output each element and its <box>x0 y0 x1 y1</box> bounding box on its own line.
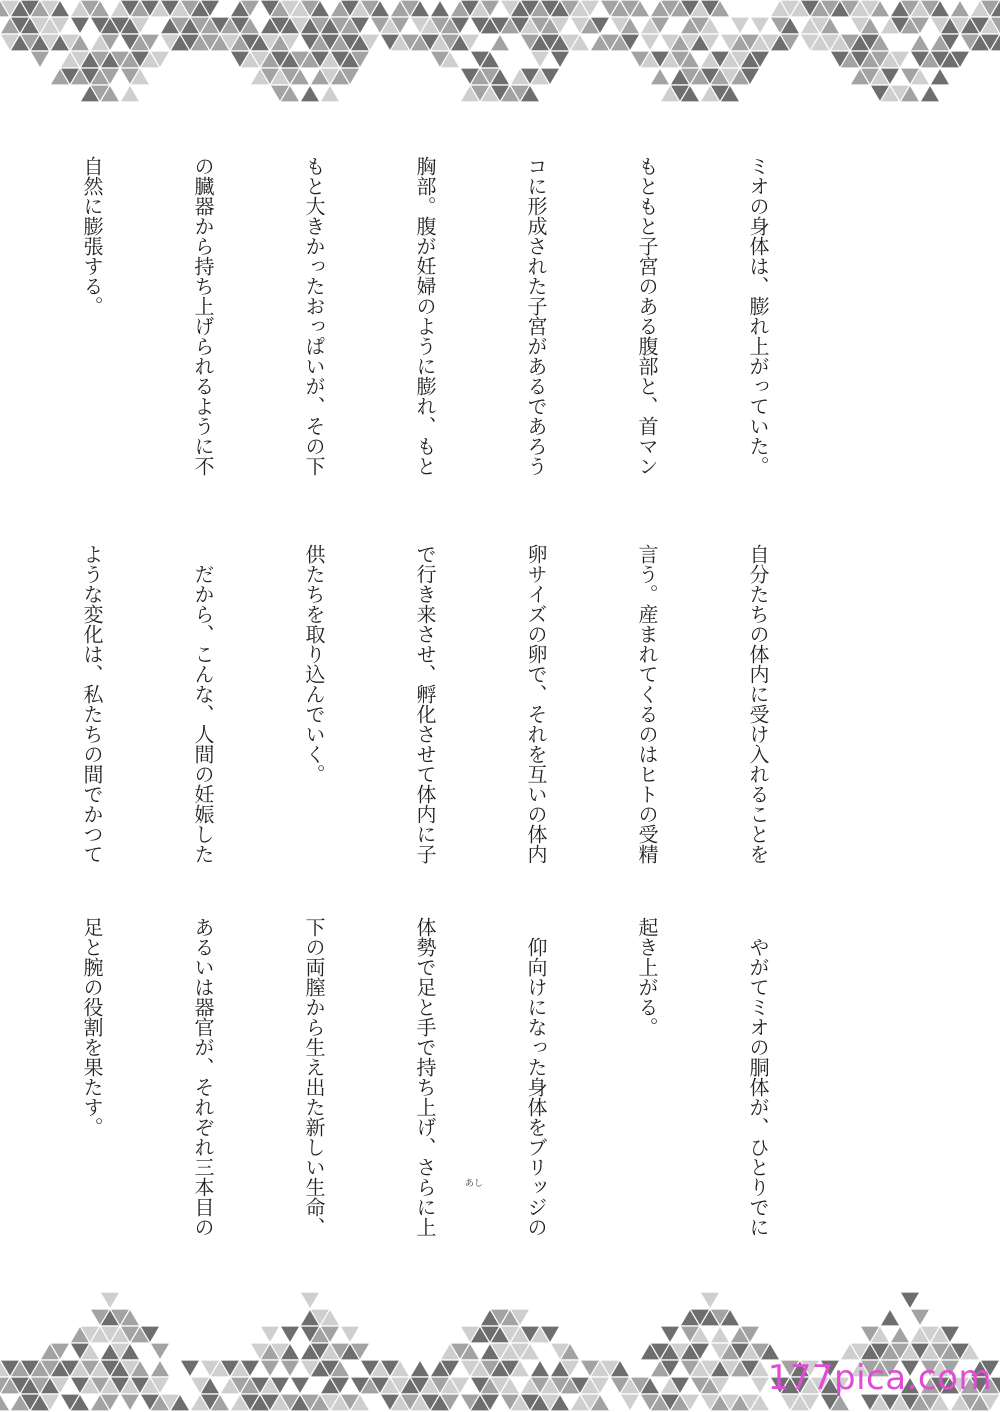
pattern-triangle <box>920 85 940 102</box>
pattern-triangle <box>910 1309 930 1326</box>
text-line: 胸部。腹が妊婦のように膨れ、もと <box>413 156 437 476</box>
pattern-triangle <box>280 1360 300 1377</box>
pattern-triangle <box>700 1292 720 1309</box>
pattern-triangle <box>910 34 930 51</box>
pattern-triangle <box>530 1360 550 1377</box>
pattern-triangle <box>120 1394 140 1411</box>
pattern-triangle <box>930 68 950 85</box>
pattern-triangle <box>300 1292 320 1309</box>
pattern-triangle <box>150 1360 170 1377</box>
text-line: 体勢で足と手で持ち上げ、さらに上 <box>413 917 437 1237</box>
pattern-triangle <box>490 34 510 51</box>
pattern-triangle <box>100 1292 120 1309</box>
pattern-triangle <box>260 1326 280 1343</box>
pattern-triangle <box>180 1360 200 1377</box>
pattern-triangle <box>300 85 320 102</box>
text-line: 自然に膨張する。 <box>80 156 104 316</box>
text-line: やがてミオの胴体が、ひとりでに <box>746 917 770 1237</box>
text-line: あるいは器官が、それぞれ三本目の <box>191 917 215 1237</box>
text-line: 言う。産まれてくるのはヒトの受精 <box>635 544 659 864</box>
text-line: 起き上がる。 <box>635 917 659 1037</box>
pattern-triangle <box>320 85 340 102</box>
pattern-triangle <box>880 1309 900 1326</box>
text-line: ような変化は、私たちの間でかつて <box>80 544 104 864</box>
pattern-triangle <box>120 85 140 102</box>
text-block-bottom <box>80 917 850 1265</box>
text-line: もと大きかったおっぱいが、その下 <box>302 156 326 476</box>
pattern-triangle <box>650 68 670 85</box>
pattern-triangle <box>620 1394 640 1411</box>
text-line: 下の両膣から生え出た新しい生命、 <box>302 917 326 1237</box>
pattern-triangle <box>0 1394 10 1411</box>
text-line: だから、こんな、人間の妊娠した <box>191 544 215 864</box>
pattern-triangle <box>730 17 750 34</box>
text-line: コに形成された子宮があるであろう <box>524 156 548 476</box>
pattern-triangle <box>150 1343 170 1360</box>
furigana-ruby: あし <box>465 1179 484 1189</box>
pattern-triangle <box>660 1326 680 1343</box>
text-line: 仰向けになった身体をブリッジの <box>524 917 548 1237</box>
pattern-triangle <box>280 1326 300 1343</box>
pattern-triangle <box>640 34 660 51</box>
pattern-triangle <box>950 0 970 17</box>
pattern-triangle <box>710 1326 730 1343</box>
text-block-top <box>80 156 850 511</box>
pattern-triangle <box>30 51 50 68</box>
text-line: で行き来させ、孵化させて体内に子 <box>413 544 437 864</box>
text-block-middle <box>80 544 850 884</box>
pattern-triangle <box>70 17 90 34</box>
pattern-triangle <box>900 1292 920 1309</box>
text-line: 足と腕の役割を果たす。 <box>80 917 104 1137</box>
pattern-triangle <box>290 1377 310 1394</box>
text-line: 卵サイズの卵で、それを互いの体内 <box>524 544 548 864</box>
text-line: 供たちを取り込んでいく。 <box>302 544 326 784</box>
pattern-triangle <box>530 51 550 68</box>
text-line: ミオの身体は、膨れ上がっていた。 <box>746 156 770 476</box>
pattern-triangle <box>340 1326 360 1343</box>
pattern-triangle <box>550 51 570 68</box>
top-triangle-pattern-border <box>0 0 1000 140</box>
text-line: の臓器から持ち上げられるように不 <box>191 156 215 476</box>
text-line: もともと子宮のある腹部と、首マン <box>635 156 659 476</box>
pattern-triangle <box>890 1326 910 1343</box>
pattern-triangle <box>430 0 450 17</box>
pattern-triangle <box>750 17 770 34</box>
site-watermark: 177pica.com <box>767 1358 992 1398</box>
text-line: 自分たちの体内に受け入れることを <box>746 544 770 864</box>
pattern-triangle <box>260 1360 280 1377</box>
pattern-triangle <box>410 1360 430 1377</box>
